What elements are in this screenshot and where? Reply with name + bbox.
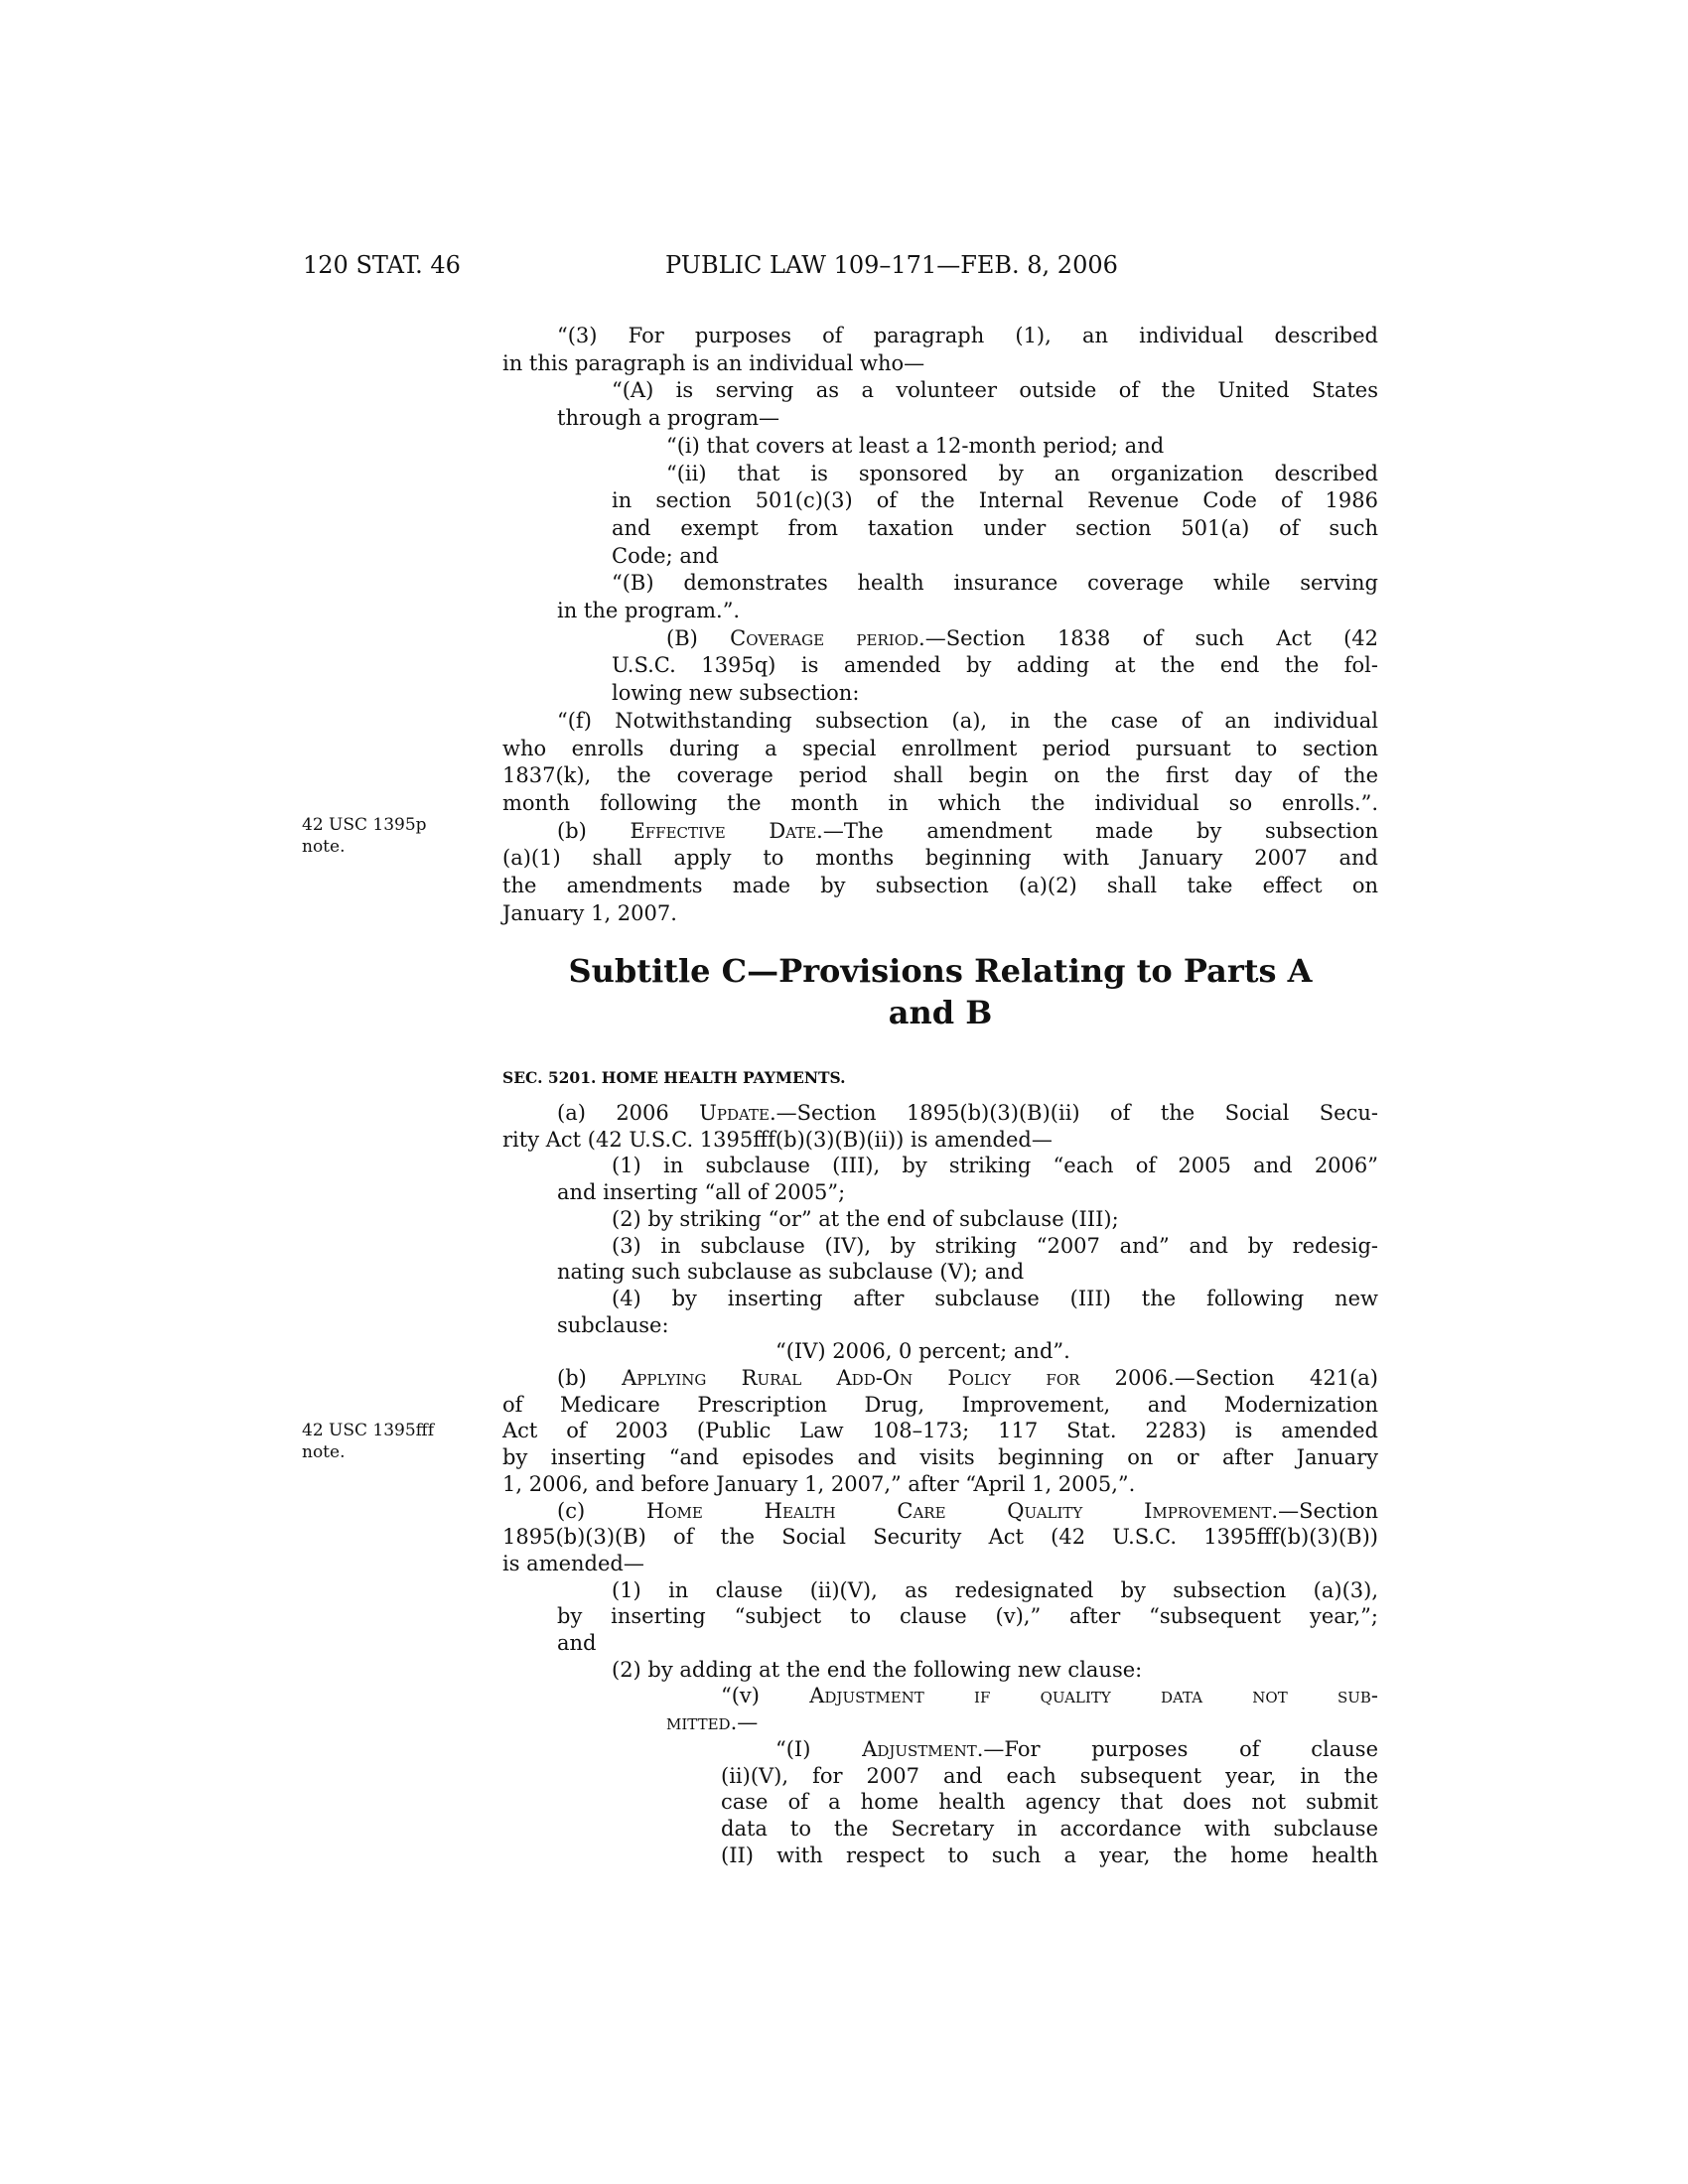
text-run: (a) 2006 — [557, 1101, 700, 1125]
text-run: (B) — [666, 626, 731, 650]
text-line — [502, 736, 1378, 762]
margin-note-1 — [302, 814, 427, 858]
text-run: and inserting “all of 2005”; — [557, 1180, 846, 1204]
text-run: “(I) — [775, 1737, 863, 1761]
text-line — [721, 1816, 1378, 1843]
text-line — [502, 873, 1378, 899]
text-line — [557, 1498, 1378, 1525]
margin-note-label: note. — [302, 837, 346, 857]
text-line — [666, 625, 1378, 652]
margin-note-label: note. — [302, 1442, 346, 1462]
text-run: and exempt from taxation under section 501(a) of such — [612, 516, 1378, 540]
text-run: (1) in subclause (III), by striking “each of 2005 and 2006” — [612, 1154, 1378, 1177]
small-caps-heading: Adjustment if quality data not sub- — [809, 1684, 1378, 1707]
text-run: (b) — [557, 819, 631, 843]
margin-note-2 — [302, 1420, 434, 1463]
text-run: .—For purposes of clause — [976, 1737, 1378, 1761]
text-line — [612, 1206, 1378, 1233]
text-line — [775, 1338, 1378, 1365]
text-run: in section 501(c)(3) of the Internal Revenue Code of 1986 — [612, 488, 1378, 512]
text-run: in the program.”. — [557, 599, 741, 622]
text-line — [666, 1709, 1378, 1736]
text-line — [612, 1233, 1378, 1260]
text-run: (ii)(V), for 2007 and each subsequent year, in the — [721, 1764, 1378, 1788]
text-line — [721, 1843, 1378, 1869]
text-run: through a program— — [557, 406, 780, 430]
text-line — [557, 708, 1378, 735]
text-line — [612, 1577, 1378, 1604]
text-line — [612, 487, 1378, 514]
text-run: 1837(k), the coverage period shall begin on the first day of the — [502, 763, 1378, 787]
text-line — [557, 323, 1378, 349]
text-run: “(v) — [721, 1684, 810, 1707]
text-line — [502, 350, 1378, 377]
text-run: data to the Secretary in accordance with subclause — [721, 1817, 1378, 1841]
text-run: in this paragraph is an individual who— — [502, 351, 925, 375]
text-run: .—Section 1895(b)(3)(B)(ii) of the Social Secu- — [769, 1101, 1378, 1125]
text-line — [557, 1630, 1378, 1657]
text-run: (3) in subclause (IV), by striking “2007 and” and by redesig- — [612, 1234, 1378, 1258]
text-run: by inserting “and episodes and visits beginning on or after January — [502, 1445, 1378, 1469]
section-heading: SEC. 5201. HOME HEALTH PAYMENTS. — [502, 1068, 846, 1087]
text-line — [612, 543, 1378, 570]
text-line — [612, 1153, 1378, 1179]
text-line — [612, 570, 1378, 597]
text-run: (2) by striking “or” at the end of subclause (III); — [612, 1207, 1119, 1231]
text-line — [502, 1392, 1378, 1419]
text-run: “(IV) 2006, 0 percent; and”. — [775, 1339, 1070, 1363]
text-line — [612, 377, 1378, 404]
text-run: “(3) For purposes of paragraph (1), an individual described — [557, 324, 1378, 347]
text-run: (b) — [557, 1366, 623, 1390]
text-run: 2006.—Section 421(a) — [1079, 1366, 1378, 1390]
text-run: (2) by adding at the end the following new clause: — [612, 1658, 1143, 1682]
small-caps-heading: mitted — [666, 1710, 731, 1734]
small-caps-heading: Effective Date — [630, 819, 817, 843]
text-run: “(f) Notwithstanding subsection (a), in the case of an individual — [557, 709, 1378, 733]
text-line — [721, 1763, 1378, 1790]
small-caps-heading: Home Health Care Quality Improvement — [645, 1499, 1272, 1523]
text-run: subclause: — [557, 1313, 669, 1337]
text-run: by inserting “subject to clause (v),” after “subsequent year,”; — [557, 1604, 1378, 1628]
text-line — [557, 598, 1378, 624]
text-run: (a)(1) shall apply to months beginning with January 2007 and — [502, 846, 1378, 870]
text-line — [502, 762, 1378, 789]
text-line — [502, 1444, 1378, 1471]
text-run: .—Section 1838 of such Act (42 — [918, 626, 1379, 650]
text-run: 1, 2006, and before January 1, 2007,” after “April 1, 2005,”. — [502, 1472, 1136, 1496]
text-line — [502, 900, 1378, 927]
text-run: .— — [730, 1710, 759, 1734]
small-caps-heading: Applying Rural Add-On Policy for — [622, 1366, 1080, 1390]
text-run: of Medicare Prescription Drug, Improvement, and Modernization — [502, 1393, 1378, 1417]
text-run: Act of 2003 (Public Law 108–173; 117 Stat. 2283) is amended — [502, 1419, 1378, 1442]
text-run: .—Section — [1271, 1499, 1378, 1523]
text-run: (c) — [557, 1499, 646, 1523]
text-line — [612, 652, 1378, 679]
text-line — [502, 1418, 1378, 1444]
text-run: 1895(b)(3)(B) of the Social Security Act (42 U.S.C. 1395fff(b)(3)(B)) — [502, 1525, 1378, 1549]
text-line — [557, 1259, 1378, 1286]
text-line — [721, 1789, 1378, 1816]
text-run: is amended— — [502, 1552, 644, 1575]
text-line — [502, 790, 1378, 817]
text-line — [502, 1471, 1378, 1498]
text-run: “(A) is serving as a volunteer outside of the United States — [612, 378, 1378, 402]
text-line — [502, 845, 1378, 872]
text-run: who enrolls during a special enrollment period pursuant to section — [502, 737, 1378, 760]
text-line — [612, 1657, 1378, 1684]
subtitle-heading-line-2: and B — [888, 994, 993, 1031]
text-run: U.S.C. 1395q) is amended by adding at the end the fol- — [612, 653, 1378, 677]
text-line — [666, 461, 1378, 487]
text-run: (1) in clause (ii)(V), as redesignated by subsection (a)(3), — [612, 1578, 1378, 1602]
text-line — [557, 818, 1378, 845]
small-caps-heading: Update — [699, 1101, 770, 1125]
text-line — [775, 1736, 1378, 1763]
text-run: rity Act (42 U.S.C. 1395fff(b)(3)(B)(ii)) is amended— — [502, 1128, 1053, 1152]
text-run: nating such subclause as subclause (V); and — [557, 1260, 1025, 1284]
text-line — [557, 1603, 1378, 1630]
text-line — [502, 1524, 1378, 1551]
text-run: “(B) demonstrates health insurance coverage while serving — [612, 571, 1378, 595]
text-line — [666, 433, 1378, 460]
text-run: month following the month in which the individual so enrolls.”. — [502, 791, 1378, 815]
text-line — [612, 680, 1378, 707]
text-run: and — [557, 1631, 597, 1655]
text-line — [557, 1365, 1378, 1392]
text-run: lowing new subsection: — [612, 681, 860, 705]
text-run: .—The amendment made by subsection — [816, 819, 1378, 843]
margin-note-citation: 42 USC 1395fff — [302, 1421, 435, 1440]
subtitle-heading-line-1: Subtitle C—Provisions Relating to Parts A — [568, 952, 1313, 990]
text-run: “(i) that covers at least a 12-month period; and — [666, 434, 1165, 458]
text-line — [557, 1100, 1378, 1127]
text-line — [502, 1127, 1378, 1154]
text-line — [502, 1551, 1378, 1577]
text-line — [721, 1683, 1378, 1709]
running-title: PUBLIC LAW 109–171—FEB. 8, 2006 — [665, 251, 1118, 279]
small-caps-heading: Coverage period — [730, 626, 919, 650]
text-run: “(ii) that is sponsored by an organization described — [666, 462, 1378, 485]
text-line — [557, 1179, 1378, 1206]
text-run: January 1, 2007. — [502, 901, 677, 925]
text-line — [612, 1286, 1378, 1312]
small-caps-heading: Adjustment — [862, 1737, 977, 1761]
margin-note-citation: 42 USC 1395p — [302, 815, 427, 835]
text-run: (II) with respect to such a year, the home health — [721, 1843, 1378, 1867]
text-run: case of a home health agency that does not submit — [721, 1790, 1378, 1814]
text-run: Code; and — [612, 544, 719, 568]
text-line — [612, 515, 1378, 542]
text-line — [557, 405, 1378, 432]
text-run: (4) by inserting after subclause (III) the following new — [612, 1287, 1378, 1310]
text-run: the amendments made by subsection (a)(2) shall take effect on — [502, 874, 1378, 897]
page-reference: 120 STAT. 46 — [303, 251, 461, 279]
text-line — [557, 1312, 1378, 1339]
